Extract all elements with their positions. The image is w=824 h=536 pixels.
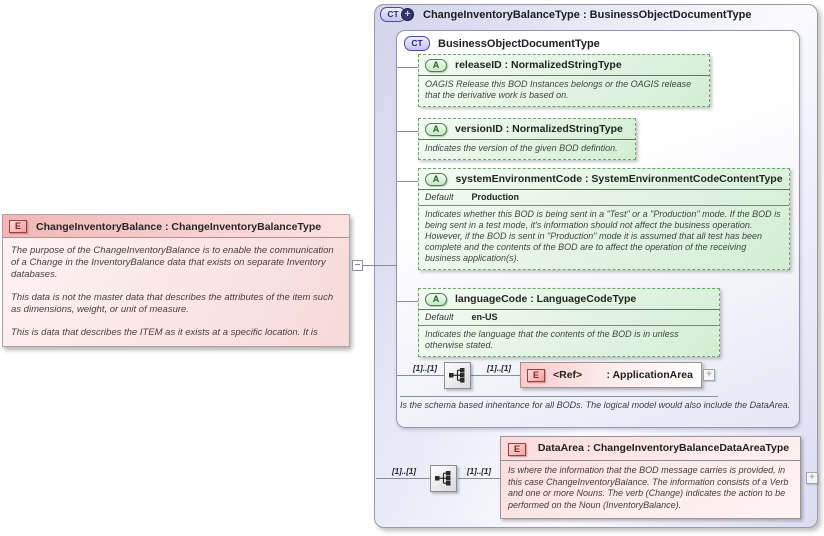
default-value: Production xyxy=(471,192,520,202)
attribute-title: versionID : NormalizedStringType xyxy=(455,123,623,135)
cardinality-label: [1]..[1] xyxy=(392,467,416,476)
element-header xyxy=(3,215,349,238)
attribute-title: languageCode : LanguageCodeType xyxy=(455,293,637,305)
connector-line xyxy=(397,131,418,132)
element-ref-label: <Ref> xyxy=(553,369,583,381)
default-label: Default xyxy=(425,192,454,202)
connector-line xyxy=(376,478,430,479)
connector-line xyxy=(397,301,418,302)
sequence-glyph xyxy=(449,367,466,384)
extension-plus-icon: + xyxy=(401,8,414,21)
sequence-glyph xyxy=(435,470,452,487)
default-label: Default xyxy=(425,312,454,322)
complextype-icon: CT xyxy=(380,7,406,22)
attribute-icon: A xyxy=(425,59,447,72)
sequence-icon[interactable] xyxy=(430,465,457,492)
element-annotation xyxy=(3,238,349,346)
sequence-icon[interactable] xyxy=(444,362,471,389)
connector-line xyxy=(362,265,397,266)
cardinality-label: [1]..[1] xyxy=(487,364,511,373)
default-value-row xyxy=(419,190,789,206)
element-icon: E xyxy=(9,220,27,233)
element-icon: E xyxy=(527,369,545,382)
attribute-box-releaseid[interactable] xyxy=(418,54,710,107)
element-type-label: : ApplicationArea xyxy=(606,369,693,381)
default-value: en-US xyxy=(471,312,498,322)
annotation-paragraph: This data is not the master data that describes the attributes of the item such as dimensions, weight, or unit of measure. xyxy=(11,292,334,315)
element-box-dataarea[interactable] xyxy=(500,436,801,519)
attribute-icon: A xyxy=(425,173,447,186)
connector-line xyxy=(458,478,500,479)
complextype-title: ChangeInventoryBalanceType : BusinessObjectDocumentType xyxy=(423,9,752,21)
attribute-annotation: OAGIS Release this BOD Instances belongs or the OAGIS release that the derivative work is based on. xyxy=(425,79,692,100)
attribute-box-versionid[interactable] xyxy=(418,118,636,160)
element-annotation: Is where the information that the BOD message carries is provided, in this case ChangeInventoryBalance. The information consists of a Verb and one or more Nouns. The verb (Change) indicates the action to be performed on the Noun (InventoryBalance). xyxy=(508,465,789,510)
attribute-box-languagecode[interactable] xyxy=(418,288,720,357)
connector-line xyxy=(397,67,418,68)
element-icon: E xyxy=(508,443,526,456)
connector-line xyxy=(397,375,444,376)
default-value-row xyxy=(419,310,719,326)
element-box-changeinventorybalance[interactable] xyxy=(2,214,350,347)
collapse-button-changeinventorybalance[interactable]: − xyxy=(352,260,363,271)
complextype-extended-icon xyxy=(380,7,416,23)
attribute-icon: A xyxy=(425,123,447,136)
element-box-applicationarea[interactable] xyxy=(520,362,702,388)
attribute-annotation: Indicates whether this BOD is being sent in a "Test" or a "Production" mode. If the BOD is being sent in a test mode, it's information should not affect the business operation. However, if the BOD is sent in "Production" mode it is assumed that all test has been complete and the contents of the BOD are to affect the operation of the receiving business application(s). xyxy=(425,209,781,263)
attribute-box-systemenvironmentcode[interactable] xyxy=(418,168,790,270)
connector-line xyxy=(397,181,418,182)
element-title: ChangeInventoryBalance : ChangeInventoryBalanceType xyxy=(36,220,322,233)
complextype-header xyxy=(380,7,751,23)
element-title: DataArea : ChangeInventoryBalanceDataAreaType xyxy=(537,442,790,454)
attribute-title: releaseID : NormalizedStringType xyxy=(455,59,622,71)
attribute-icon: A xyxy=(425,293,447,306)
attribute-title: systemEnvironmentCode : SystemEnvironmentCodeContentType xyxy=(455,173,783,185)
complextype-icon: CT xyxy=(404,36,430,51)
basetype-annotation: Is the schema based inheritance for all BODs. The logical model would also include the DataArea. xyxy=(400,400,791,410)
divider xyxy=(400,396,718,397)
annotation-paragraph: The purpose of the ChangeInventoryBalance is to enable the communication of a Change in the InventoryBalance data that exists on separate Inventory databases. xyxy=(11,245,334,280)
attribute-annotation: Indicates the language that the contents of the BOD is in unless otherwise stated. xyxy=(425,329,679,350)
cardinality-label: [1]..[1] xyxy=(467,467,491,476)
attribute-annotation: Indicates the version of the given BOD defintion. xyxy=(425,143,618,153)
expand-button-applicationarea[interactable]: + xyxy=(703,369,715,381)
cardinality-label: [1]..[1] xyxy=(413,364,437,373)
basetype-header xyxy=(404,36,600,51)
connector-line xyxy=(471,375,520,376)
expand-button-dataarea[interactable]: + xyxy=(806,472,818,484)
basetype-title: BusinessObjectDocumentType xyxy=(438,37,600,50)
annotation-paragraph: This is data that describes the ITEM as it exists at a specific location. It is xyxy=(11,327,318,338)
